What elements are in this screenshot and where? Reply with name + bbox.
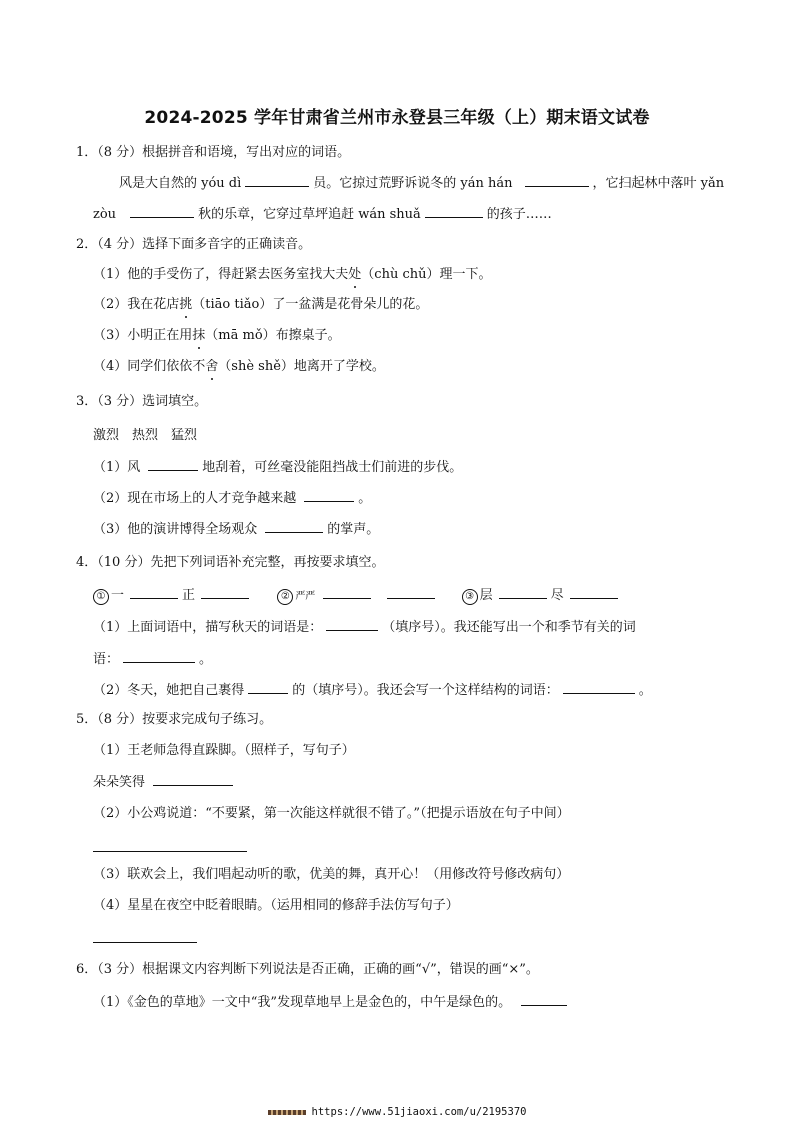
q3-item-1-text-end: 地刮着，可丝毫没能阻挡战士们前进的步伐。 (202, 460, 463, 475)
answer-blank[interactable] (563, 681, 635, 694)
q4-sub-2-text-2: 的（填序号）。我还会写一个这样结构的词语： (292, 683, 559, 698)
footer (0, 1106, 794, 1118)
q2-item-3-options: （mā mǒ）布擦桌子。 (205, 328, 341, 343)
q1-text-f: 的孩子…… (486, 207, 552, 222)
answer-blank[interactable] (326, 618, 378, 631)
q4-word-3-char: 层 (479, 588, 493, 603)
answer-blank[interactable] (123, 650, 195, 663)
q3-item-2 (93, 489, 371, 508)
q1-heading: 1．（8 分）根据拼音和语境，写出对应的词语。 (76, 145, 351, 160)
q4-sub-1-text-2: （填序号）。我还能写出一个和季节有关的词 (382, 620, 636, 635)
answer-blank[interactable] (130, 205, 194, 218)
answer-blank[interactable] (425, 205, 483, 218)
watermark-logo (268, 1110, 306, 1115)
q5-item-3: （3）联欢会上，我们唱起动听的歌，优美的舞，真开心！（用修改符号修改病句） (93, 867, 570, 882)
q4-circled-number-3: ③ (462, 589, 478, 605)
q2-item-1-text: （1）他的手受伤了，得赶紧去医务室找大夫 (93, 267, 349, 282)
answer-blank[interactable] (525, 174, 589, 187)
answer-blank[interactable] (521, 993, 567, 1006)
answer-blank[interactable] (153, 773, 233, 786)
page-title: 2024-2025 学年甘肃省兰州市永登县三年级（上）期末语文试卷 (144, 108, 650, 128)
q2-item-2-text: （2）我在花店 (93, 297, 180, 312)
q1-text-a: 风是大自然的 yóu dì (119, 176, 242, 191)
q1-text-e: 秋的乐章，它穿过草坪追赶 wán shuǎ (198, 207, 421, 222)
q6-item-1-text: （1）《金色的草地》一文中“我”发现草地早上是金色的，中午是绿色的。 (93, 995, 512, 1010)
q6-heading: 6．（3 分）根据课文内容判断下列说法是否正确，正确的画“√”，错误的画“×”。 (76, 962, 539, 977)
q3-item-1 (93, 458, 462, 477)
q3-item-3-text-end: 的掌声。 (327, 522, 380, 537)
q3-item-3-text: （3）他的演讲博得全场观众 (93, 522, 258, 537)
answer-blank[interactable] (130, 586, 178, 599)
q2-item-2 (93, 296, 428, 314)
q4-circled-number-2: ② (277, 589, 293, 605)
q2-item-2-dotted-char: 挑 (179, 297, 193, 312)
q4-circled-number-1: ① (93, 589, 109, 605)
q3-item-2-text-end: 。 (358, 491, 372, 506)
q4-sub-2-text: （2）冬天，她把自己裹得 (93, 683, 245, 698)
q2-heading: 2．（4 分）选择下面多音字的正确读音。 (76, 237, 312, 252)
q5-heading: 5．（8 分）按要求完成句子练习。 (76, 712, 273, 727)
q2-item-3-text: （3）小明正在用 (93, 328, 193, 343)
answer-blank[interactable] (248, 681, 288, 694)
answer-blank[interactable] (323, 586, 371, 599)
q2-item-4-dotted-char: 舍 (205, 359, 219, 374)
answer-blank[interactable] (201, 586, 249, 599)
q2-item-1-dotted-char: 处 (348, 267, 362, 282)
q5-item-1-answer (93, 773, 237, 792)
q4-sub-2-text-3: 。 (638, 683, 652, 698)
q4-words-row (93, 586, 622, 606)
answer-blank[interactable] (387, 586, 435, 599)
q2-item-4 (93, 358, 385, 376)
q1-text-d: zòu (93, 207, 117, 222)
q4-word-1-char: 一 (111, 588, 125, 603)
q5-item-1-prompt: 朵朵笑得 (93, 775, 146, 790)
q5-item-2: （2）小公鸡说道：“不要紧，第一次能这样就很不错了。”（把提示语放在句子中间） (93, 806, 570, 821)
q2-item-2-options: （tiāo tiǎo）了一盆满是花骨朵儿的花。 (192, 297, 429, 312)
q4-sub-1-text: （1）上面词语中，描写秋天的词语是： (93, 620, 323, 635)
q3-heading: 3．（3 分）选词填空。 (76, 394, 208, 409)
q4-sub-1-text-3: 语： (93, 652, 120, 667)
q6-item-1 (93, 993, 571, 1012)
answer-blank[interactable] (304, 489, 354, 502)
q3-item-2-text: （2）现在市场上的人才竞争越来越 (93, 491, 297, 506)
answer-line[interactable] (93, 942, 197, 943)
q5-item-1: （1）王老师急得直跺脚。（照样子，写句子） (93, 743, 355, 758)
q4-sub-2 (93, 681, 652, 700)
q2-item-4-options: （shè shě）地离开了学校。 (218, 359, 385, 374)
answer-blank[interactable] (148, 458, 198, 471)
footer-url[interactable]: https://www.51jiaoxi.com/u/2195370 (311, 1106, 527, 1118)
q2-item-1-options: （chù chǔ）理一下。 (361, 267, 492, 282)
q2-item-1 (93, 266, 491, 284)
q4-word-2-chars: 严严 (295, 591, 316, 602)
answer-blank[interactable] (245, 174, 309, 187)
q5-item-4: （4）星星在夜空中眨着眼睛。（运用相同的修辞手法仿写句子） (93, 898, 459, 913)
q1-text-c: ，它扫起林中落叶 yǎn (592, 176, 725, 191)
q3-item-1-text: （1）风 (93, 460, 141, 475)
q4-sub-1-cont (93, 650, 212, 669)
q3-item-3 (93, 520, 379, 539)
answer-blank[interactable] (570, 586, 618, 599)
q4-sub-1 (93, 618, 636, 637)
q1-line-2 (93, 205, 552, 224)
q4-heading: 4．（10 分）先把下列词语补充完整，再按要求填空。 (76, 555, 385, 570)
answer-blank[interactable] (265, 520, 323, 533)
q4-word-1-char-2: 正 (182, 588, 196, 603)
q2-item-3-dotted-char: 抹 (192, 328, 206, 343)
answer-blank[interactable] (499, 586, 547, 599)
q2-item-3 (93, 327, 341, 345)
q4-word-3-char-2: 尽 (550, 588, 564, 603)
answer-line[interactable] (93, 851, 247, 852)
q1-line-1 (119, 174, 724, 193)
q1-text-b: 员。它掠过荒野诉说冬的 yán hán (313, 176, 513, 191)
q4-sub-1-text-4: 。 (199, 652, 213, 667)
q2-item-4-text: （4）同学们依依不 (93, 359, 206, 374)
q3-word-bank: 激烈 热烈 猛烈 (93, 428, 198, 443)
